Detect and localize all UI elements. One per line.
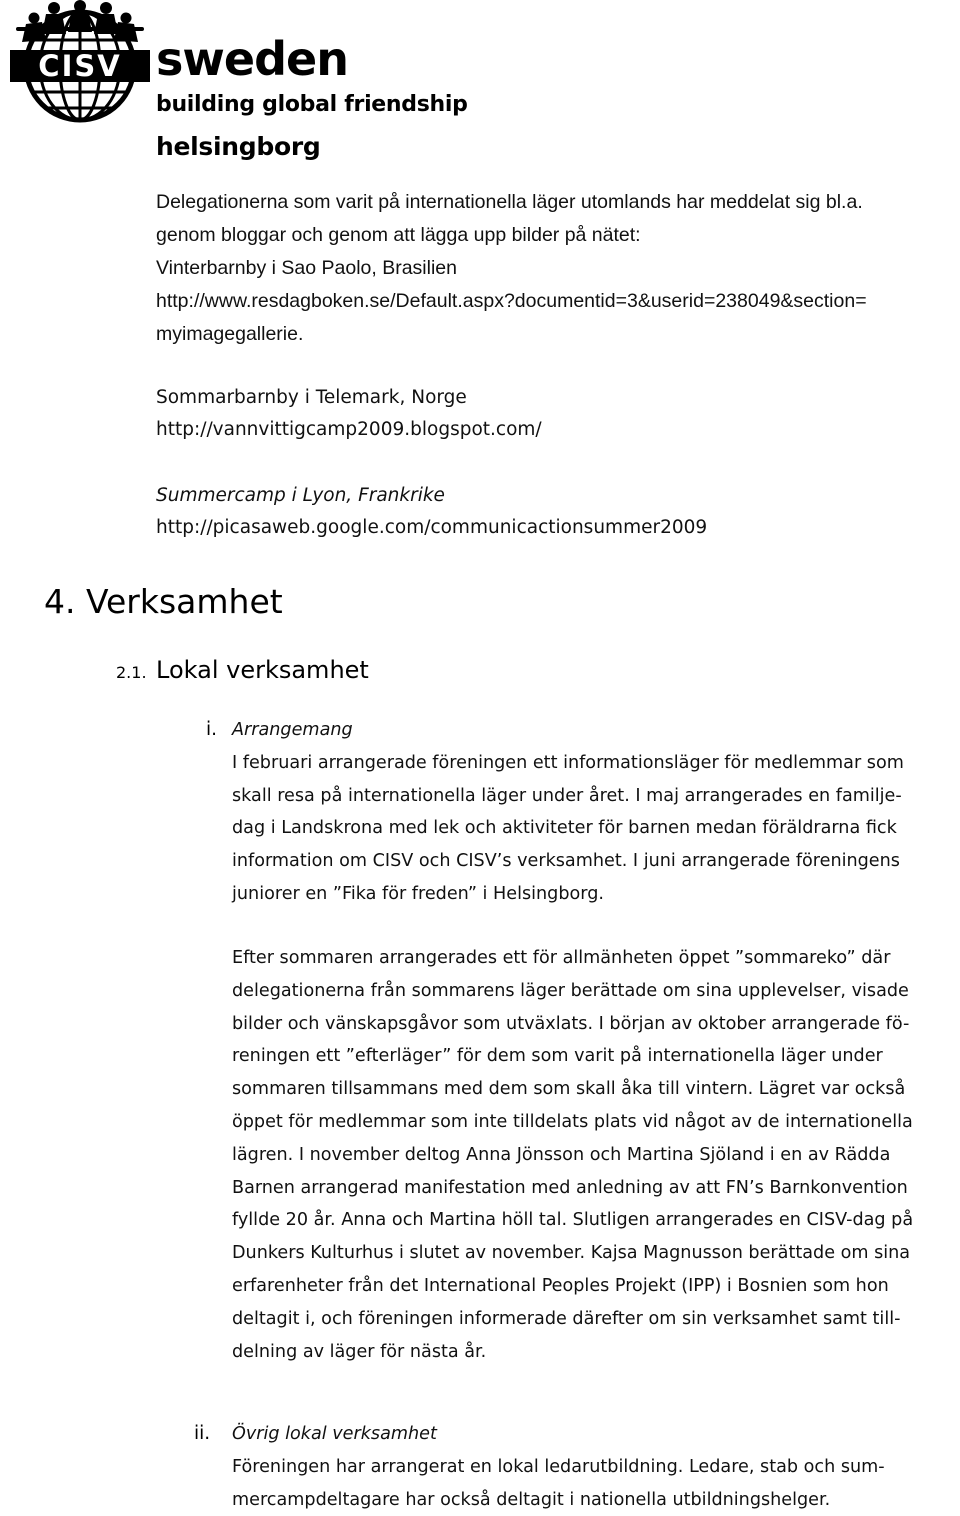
item-title: Arrangemang	[232, 720, 353, 740]
cisv-globe-logo-icon	[6, 0, 154, 124]
paragraph-line: bilder och vänskapsgåvor som utväxlats. I början av oktober arrangerade fö-	[232, 1013, 910, 1034]
item-marker: i.	[206, 719, 218, 740]
blog-link-url[interactable]: http://picasaweb.google.com/communicactionsummer2009	[156, 517, 708, 538]
paragraph-line: reningen ett ”efterläger” för dem som varit på internationella läger under	[232, 1046, 883, 1067]
blog-title: Sommarbarnby i Telemark, Norge	[156, 387, 467, 408]
paragraph-line: I februari arrangerade föreningen ett informationsläger för medlemmar som	[232, 752, 904, 773]
item-arrangemang-paragraph-2	[232, 942, 913, 1368]
paragraph-line: information om CISV och CISV’s verksamhet. I juni arrangerade föreningens	[232, 851, 900, 872]
paragraph-line: sommaren tillsammans med dem som skall åka till vintern. Lägret var också	[232, 1079, 906, 1100]
brand-name: sweden	[156, 32, 348, 86]
paragraph-line: erfarenheter från det International Peoples Projekt (IPP) i Bosnien som hon	[232, 1275, 889, 1296]
brand-tagline: building global friendship	[156, 92, 468, 117]
cisv-emblem-text: CISV	[38, 49, 122, 83]
chapter-name: helsingborg	[156, 132, 321, 161]
paragraph-line: Föreningen har arrangerat en lokal ledarutbildning. Ledare, stab och sum-	[232, 1456, 885, 1477]
intro-line: Delegationerna som varit på internationella läger utomlands har meddelat sig bl.a.	[156, 191, 863, 213]
blog-link-url[interactable]: http://vannvittigcamp2009.blogspot.com/	[156, 419, 542, 440]
paragraph-line: Dunkers Kulturhus i slutet av november. Kajsa Magnusson berättade om sina	[232, 1243, 911, 1264]
blog-entry-telemark	[156, 382, 542, 446]
paragraph-line: juniorer en ”Fika för freden” i Helsingborg.	[232, 883, 604, 904]
intro-line: Vinterbarnby i Sao Paolo, Brasilien	[156, 257, 457, 279]
paragraph-line: delning av läger för nästa år.	[232, 1341, 487, 1362]
item-ovrig-lokal-verksamhet	[232, 1418, 885, 1516]
paragraph-line: Barnen arrangerad manifestation med anledning av att FN’s Barnkonvention	[232, 1177, 908, 1198]
intro-paragraph	[156, 186, 867, 351]
paragraph-line: öppet för medlemmar som inte tilldelats plats vid något av de internationella	[232, 1111, 913, 1132]
subsection-heading	[116, 656, 369, 684]
section-heading: 4. Verksamhet	[44, 582, 283, 621]
item-arrangemang	[232, 714, 904, 911]
paragraph-line: lägren. I november deltog Anna Jönsson och Martina Sjöland i en av Rädda	[232, 1144, 891, 1165]
blog-link-url[interactable]: myimagegallerie.	[156, 323, 304, 345]
paragraph-line: delegationerna från sommarens läger berättade om sina upplevelser, visade	[232, 980, 909, 1001]
paragraph-line: Efter sommaren arrangerades ett för allmänheten öppet ”sommareko” där	[232, 948, 891, 968]
paragraph-line: skall resa på internationella läger under året. I maj arrangerades en familje-	[232, 785, 902, 806]
paragraph-line: mercampdeltagare har också deltagit i nationella utbildningshelger.	[232, 1489, 831, 1510]
paragraph-line: deltagit i, och föreningen informerade därefter om sin verksamhet samt till-	[232, 1308, 901, 1329]
paragraph-line: dag i Landskrona med lek och aktiviteter för barnen medan föräldrarna fick	[232, 818, 897, 839]
subsection-title: Lokal verksamhet	[156, 656, 369, 684]
blog-entry-lyon	[156, 480, 707, 544]
item-marker: ii.	[194, 1423, 211, 1444]
blog-title: Summercamp i Lyon, Frankrike	[156, 485, 445, 506]
subsection-number: 2.1.	[116, 663, 147, 682]
blog-link-url[interactable]: http://www.resdagboken.se/Default.aspx?documentid=3&userid=238049&section=	[156, 290, 867, 312]
item-title: Övrig lokal verksamhet	[232, 1424, 437, 1444]
paragraph-line: fyllde 20 år. Anna och Martina höll tal. Slutligen arrangerades en CISV-dag på	[232, 1210, 914, 1231]
intro-line: genom bloggar och genom att lägga upp bilder på nätet:	[156, 224, 641, 246]
